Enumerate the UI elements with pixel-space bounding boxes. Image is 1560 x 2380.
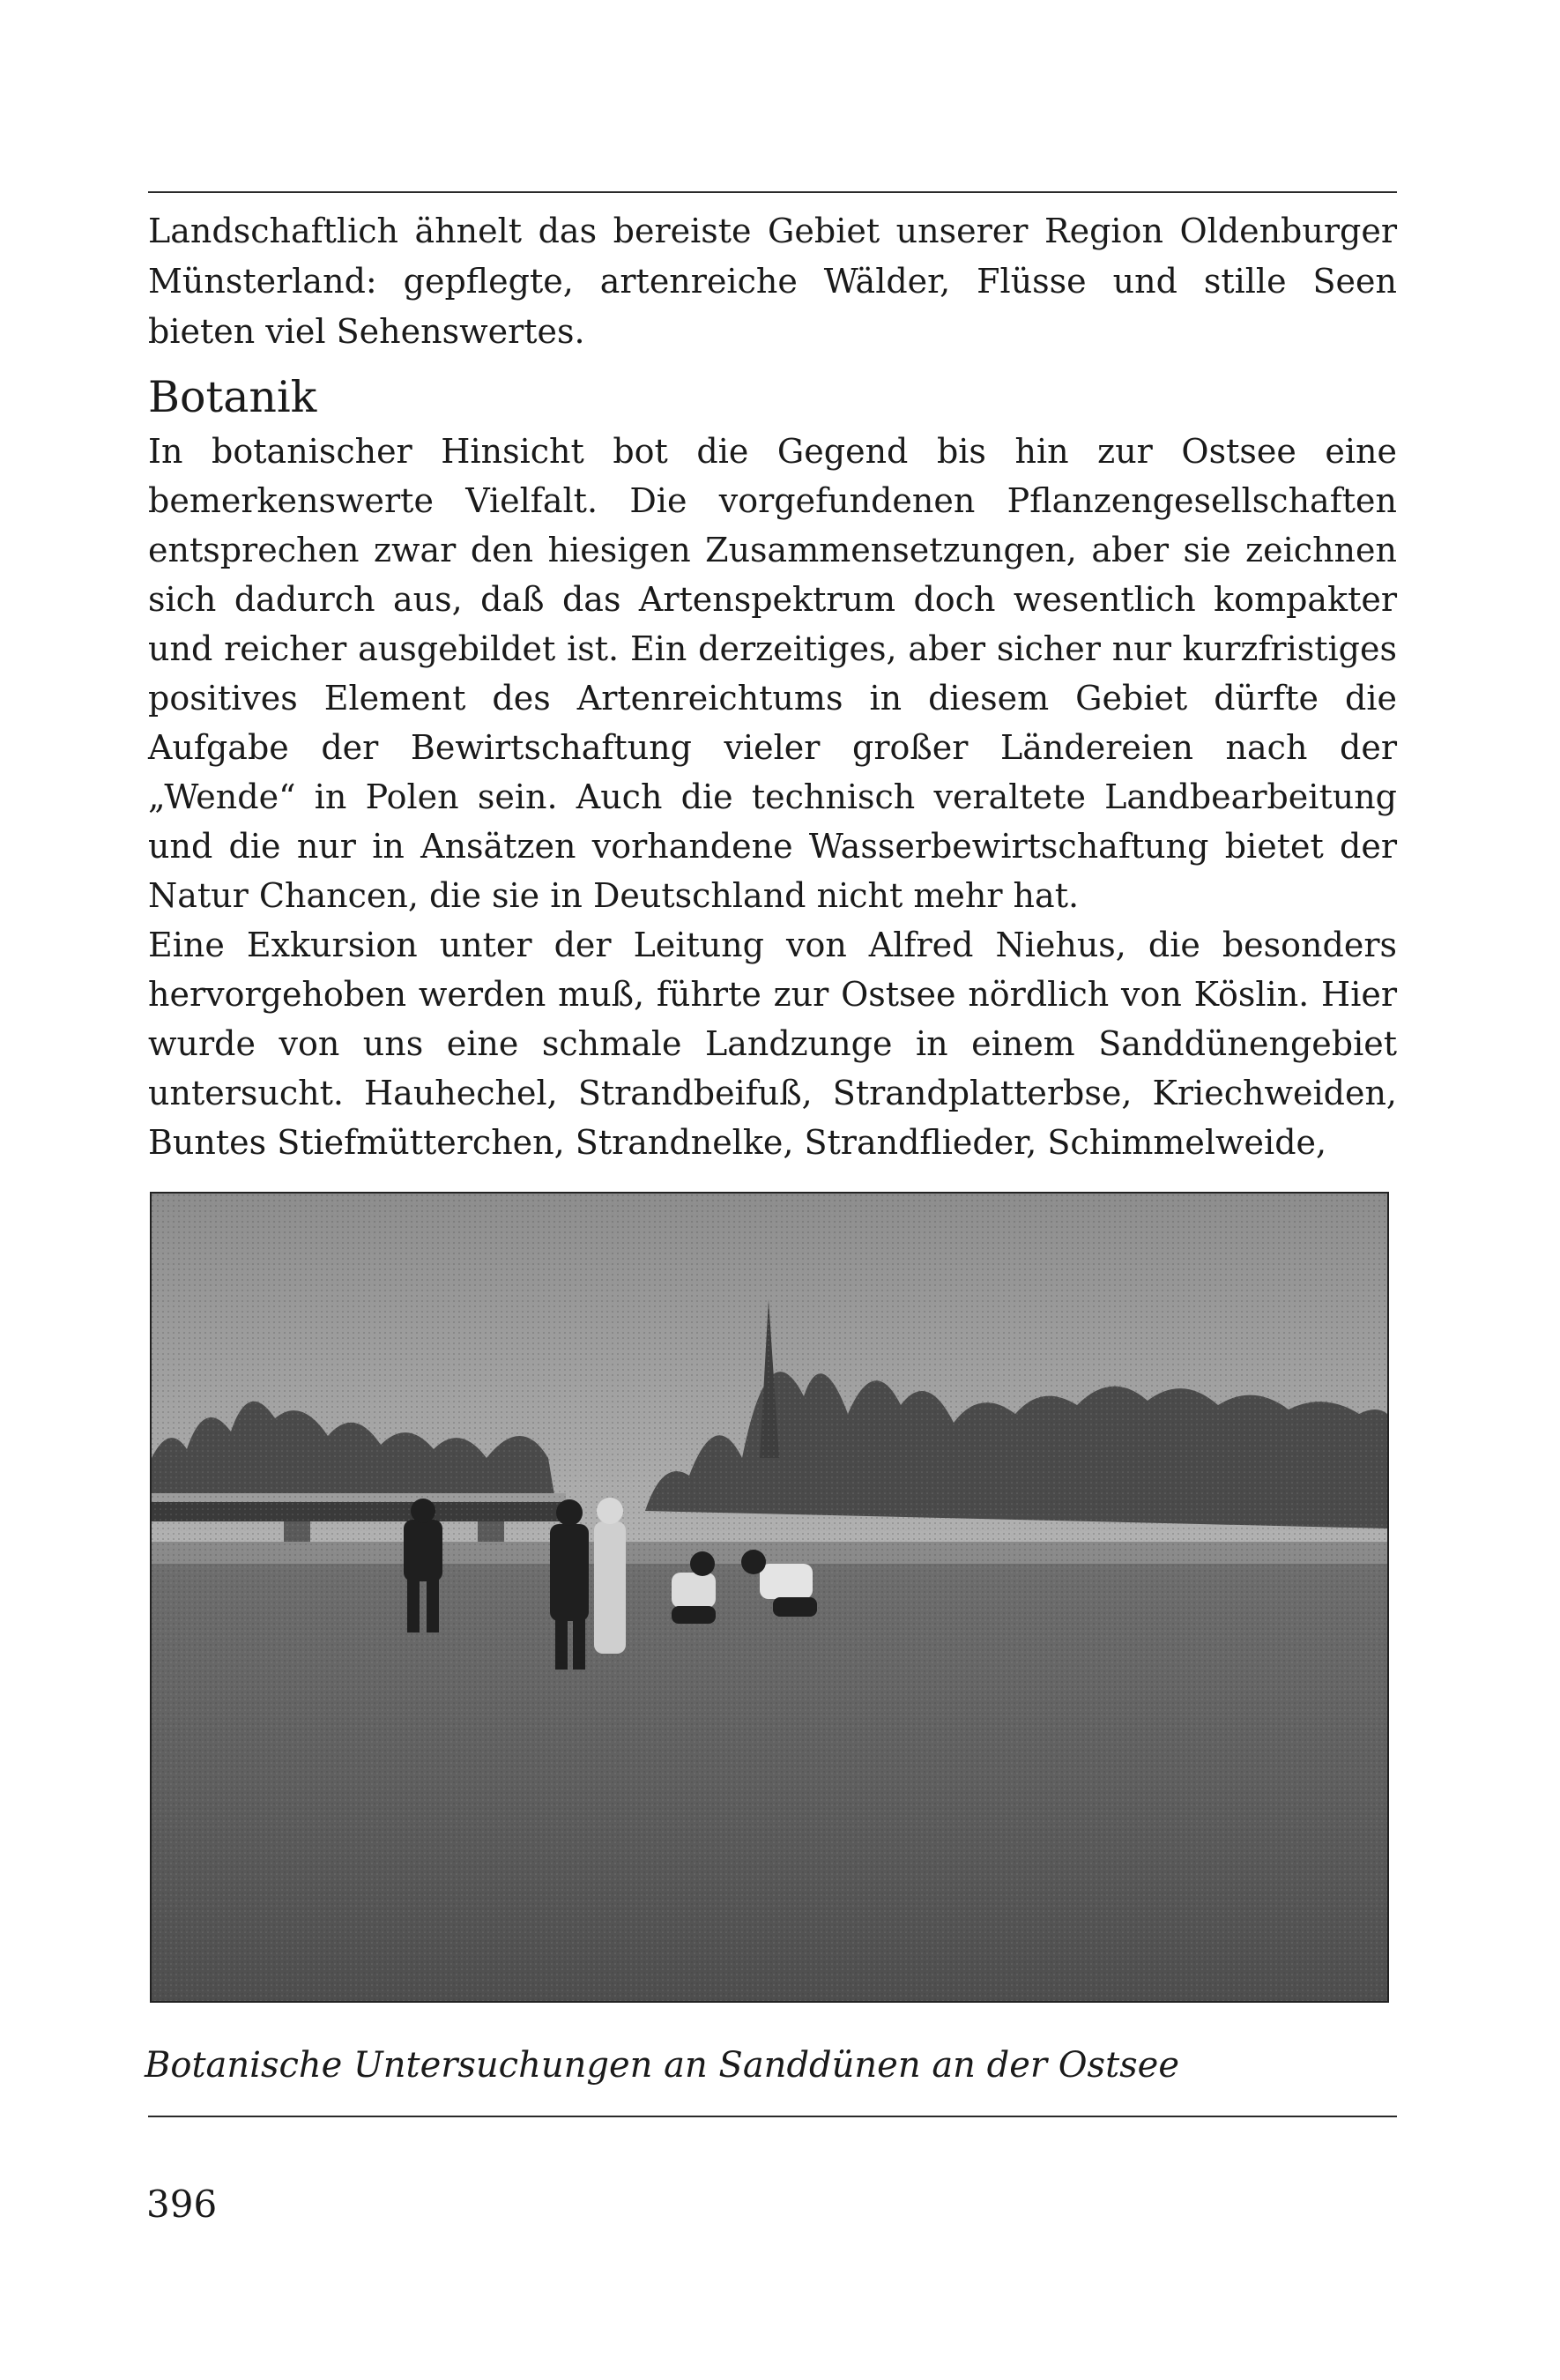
page-number: 396 <box>146 2183 218 2226</box>
photo-field-excursion <box>150 1192 1389 2003</box>
section-heading: Botanik <box>148 372 317 422</box>
bottom-rule <box>148 2116 1397 2117</box>
body-text <box>148 427 1397 1167</box>
top-rule <box>148 191 1397 193</box>
body-paragraph: Eine Exkursion unter der Leitung von Alfred Niehus, die besonders hervorgehoben werden muß, führte zur Ostsee nördlich von Köslin. Hier wurde von uns eine schmale Landzunge in einem Sanddünengebiet untersucht. Hauhechel, Strandbeifuß, Strandplatterbse, Kriechweiden, Buntes Stiefmütterchen, Strandnelke, Strandflieder, Schimmelweide, <box>148 926 1397 1162</box>
intro-paragraph: Landschaftlich ähnelt das bereiste Gebiet unserer Region Oldenburger Münsterland: gepflegte, artenreiche Wälder, Flüsse und stille Seen bieten viel Sehenswertes. <box>148 212 1397 351</box>
photo-caption: Botanische Untersuchungen an Sanddünen an der Ostsee <box>145 2045 1180 2086</box>
body-paragraph: In botanischer Hinsicht bot die Gegend bis hin zur Ostsee eine bemerkenswerte Vielfalt. Die vorgefundenen Pflanzengesellschaften entsprechen zwar den hiesigen Zusammensetzungen, aber sie zeichnen sich dadurch aus, daß das Artenspektrum doch wesentlich kompakter und reicher ausgebildet ist. Ein derzeitiges, aber sicher nur kurzfristiges positives Element des Artenreichtums in diesem Gebiet dürfte die Aufgabe der Bewirtschaftung vieler großer Ländereien nach der „Wende“ in Polen sein. Auch die technisch veraltete Landbearbeitung und die nur in Ansätzen vorhandene Wasserbewirtschaftung bietet der Natur Chancen, die sie in Deutschland nicht mehr hat. <box>148 432 1397 915</box>
